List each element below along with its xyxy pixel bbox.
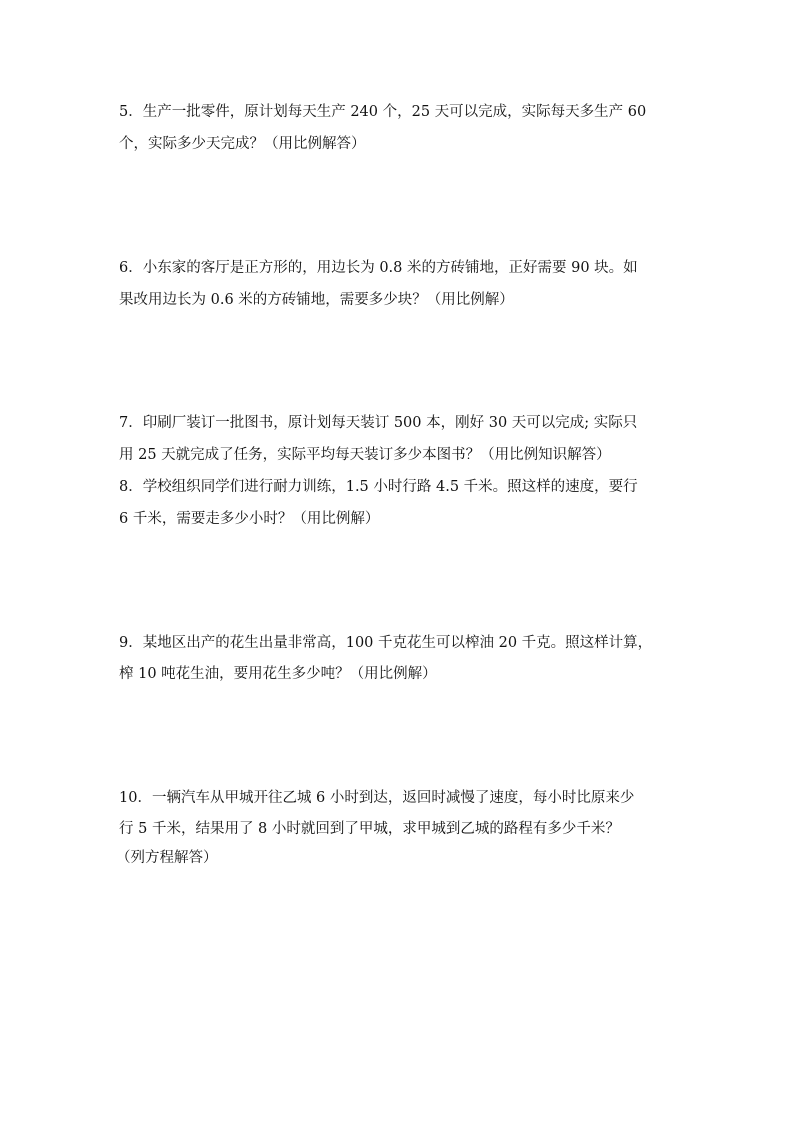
problem-9-line-1: 9．某地区出产的花生出量非常高，100 千克花生可以榨油 20 千克。照这样计算， — [119, 635, 653, 651]
problem-8-line-1: 8．学校组织同学们进行耐力训练，1.5 小时行路 4.5 千米。照这样的速度，要行 — [119, 479, 638, 495]
problem-9-line-2: 榨 10 吨花生油，要用花生多少吨？（用比例解） — [119, 666, 437, 682]
problem-10-line-3: （列方程解答） — [116, 850, 218, 866]
problem-5-line-1: 5．生产一批零件，原计划每天生产 240 个，25 天可以完成，实际每天多生产 60 — [119, 104, 647, 120]
problem-6-line-1: 6．小东家的客厅是正方形的，用边长为 0.8 米的方砖铺地，正好需要 90 块。如 — [119, 260, 638, 276]
problem-10-line-1: 10．一辆汽车从甲城开往乙城 6 小时到达，返回时减慢了速度，每小时比原来少 — [119, 790, 635, 806]
problem-5-line-2: 个，实际多少天完成？（用比例解答） — [119, 136, 366, 152]
problem-8-line-2: 6 千米，需要走多少小时？（用比例解） — [119, 511, 380, 527]
problem-7-line-2: 用 25 天就完成了任务，实际平均每天装订多少本图书？（用比例知识解答） — [119, 447, 611, 463]
problem-7-line-1: 7．印刷厂装订一批图书，原计划每天装订 500 本，刚好 30 天可以完成; 实际只 — [119, 415, 638, 431]
problem-10-line-2: 行 5 千米，结果用了 8 小时就回到了甲城，求甲城到乙城的路程有多少千米？ — [119, 821, 620, 837]
problem-6-line-2: 果改用边长为 0.6 米的方砖铺地，需要多少块？（用比例解） — [119, 292, 514, 308]
